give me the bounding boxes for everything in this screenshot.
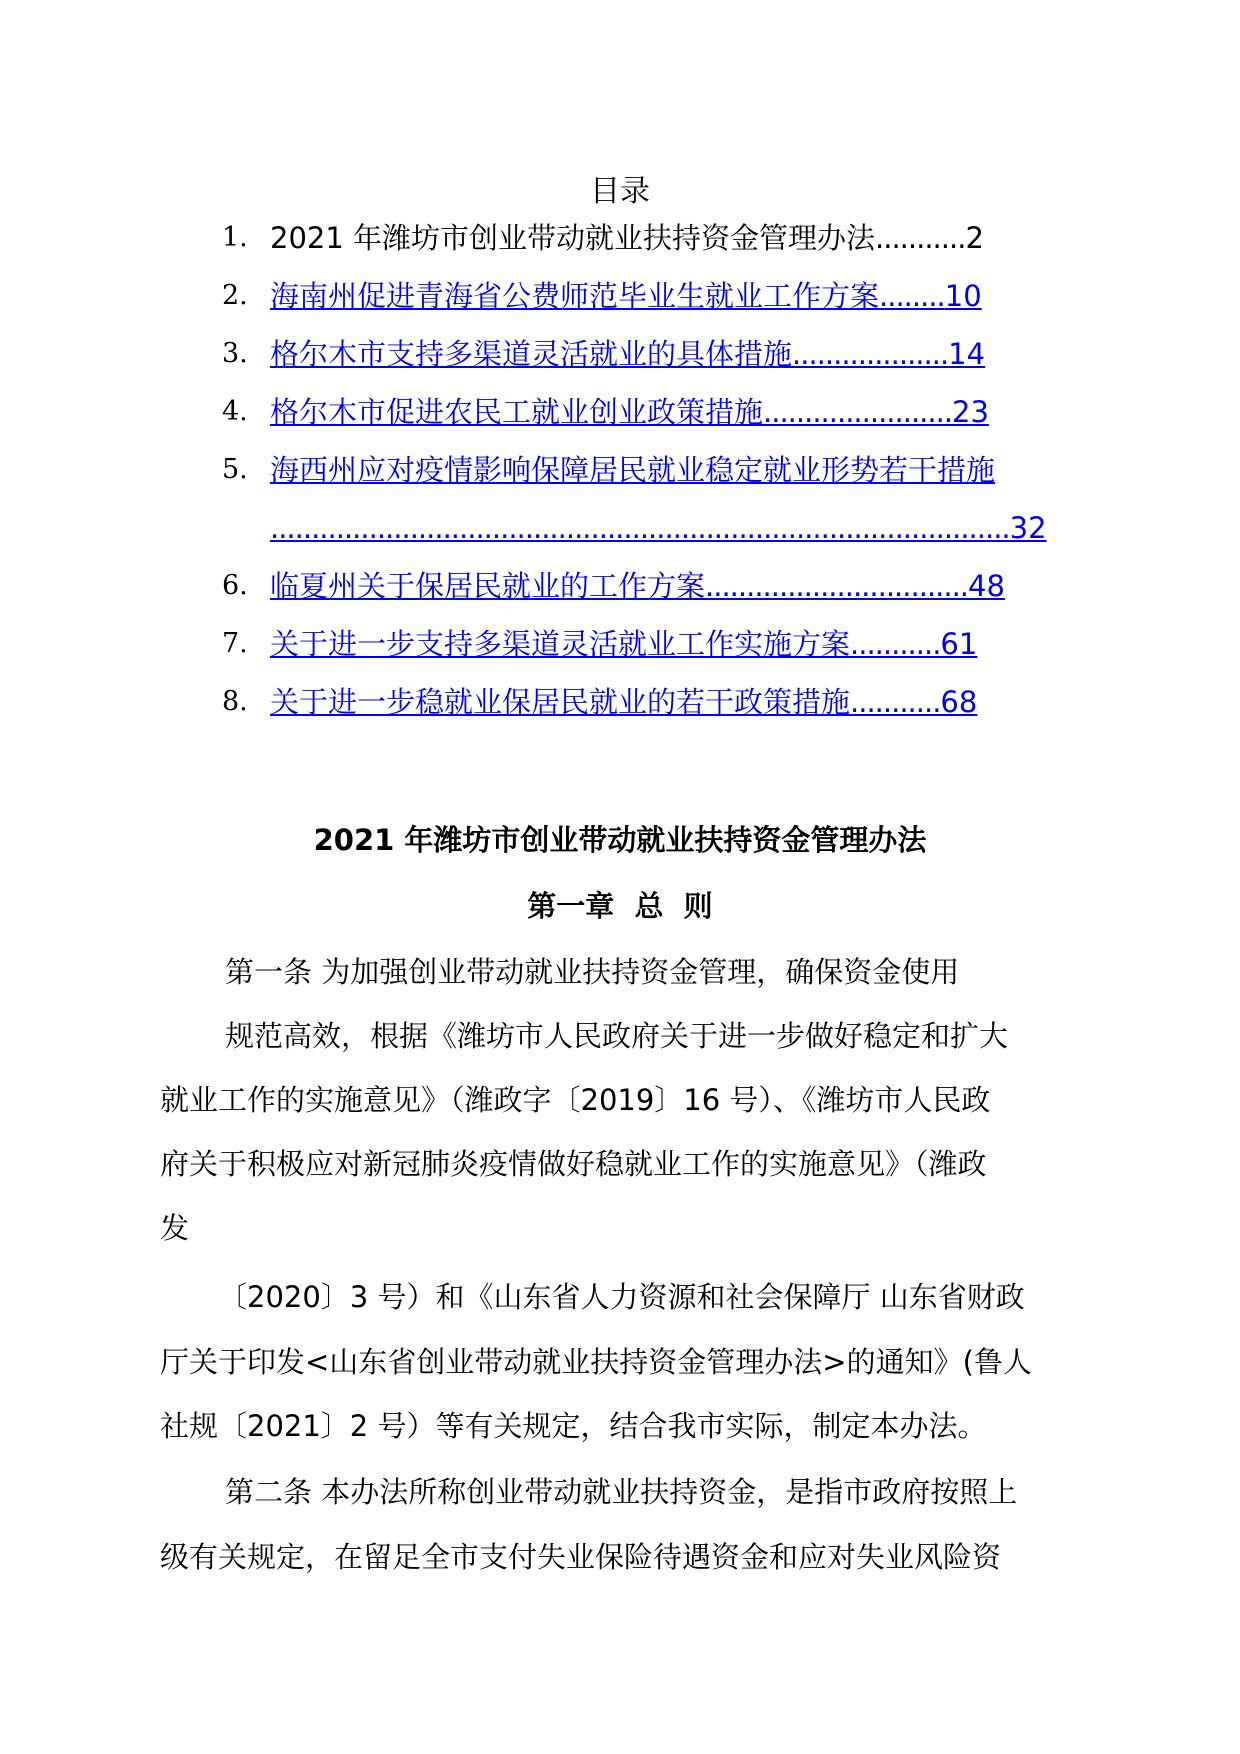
toc-item-6[interactable] xyxy=(0,560,1240,610)
toc-item-link[interactable]: 格尔木市促进农民工就业创业政策措施.......................23 xyxy=(270,395,989,429)
toc-item-link[interactable]: ..........................................................................................32 xyxy=(270,511,1047,545)
toc-item-link[interactable]: 临夏州关于保居民就业的工作方案................................48 xyxy=(270,569,1005,603)
body-line-9: 第二条 本办法所称创业带动就业扶持资金，是指市政府按照上 xyxy=(225,1475,1018,1509)
toc-item-link[interactable]: 格尔木市支持多渠道灵活就业的具体措施...................14 xyxy=(270,337,986,371)
toc-item-4[interactable] xyxy=(0,386,1240,436)
toc-item-number: 7. xyxy=(222,628,248,659)
body-line-10: 级有关规定，在留足全市支付失业保险待遇资金和应对失业风险资 xyxy=(160,1540,1002,1574)
toc-item-link[interactable]: 关于进一步稳就业保居民就业的若干政策措施...........68 xyxy=(270,685,978,719)
toc-item-5-continued[interactable] xyxy=(0,502,1240,552)
toc-item-number: 8. xyxy=(222,686,248,717)
body-line-6: 〔2020〕3 号）和《山东省人力资源和社会保障厅 山东省财政 xyxy=(218,1280,1025,1314)
toc-item-link[interactable]: 海西州应对疫情影响保障居民就业稳定就业形势若干措施 xyxy=(270,453,996,487)
body-line-8: 社规〔2021〕2 号）等有关规定，结合我市实际，制定本办法。 xyxy=(160,1409,987,1443)
body-line-1: 第一条 为加强创业带动就业扶持资金管理，确保资金使用 xyxy=(225,955,960,989)
toc-item-number: 3. xyxy=(222,338,248,369)
toc-item-number: 4. xyxy=(222,396,248,427)
body-line-3: 就业工作的实施意见》（潍政字〔2019〕16 号）、《潍坊市人民政 xyxy=(160,1083,991,1117)
toc-item-5[interactable] xyxy=(0,444,1240,494)
body-line-7: 厅关于印发<山东省创业带动就业扶持资金管理办法>的通知》(鲁人 xyxy=(160,1345,1032,1379)
toc-item-link[interactable]: 关于进一步支持多渠道灵活就业工作实施方案...........61 xyxy=(270,627,978,661)
body-line-4: 府关于积极应对新冠肺炎疫情做好稳就业工作的实施意见》（潍政 xyxy=(160,1147,987,1181)
toc-item-3[interactable] xyxy=(0,328,1240,378)
toc-item-1[interactable] xyxy=(0,212,1240,262)
body-line-2: 规范高效，根据《潍坊市人民政府关于进一步做好稳定和扩大 xyxy=(225,1019,1009,1053)
toc-item-7[interactable] xyxy=(0,618,1240,668)
body-line-5: 发 xyxy=(160,1211,190,1245)
document-title: 2021 年潍坊市创业带动就业扶持资金管理办法 xyxy=(313,823,927,857)
chapter-title: 第一章 总 则 xyxy=(527,889,713,923)
toc-item-number: 1. xyxy=(222,222,248,253)
toc-item-number: 6. xyxy=(222,570,248,601)
toc-item-2[interactable] xyxy=(0,270,1240,320)
toc-item-link[interactable]: 2021 年潍坊市创业带动就业扶持资金管理办法...........2 xyxy=(270,221,984,255)
toc-item-number: 5. xyxy=(222,454,248,485)
toc-item-link[interactable]: 海南州促进青海省公费师范毕业生就业工作方案........10 xyxy=(270,279,982,313)
toc-title: 目录 xyxy=(590,174,650,209)
toc-item-number: 2. xyxy=(222,280,248,311)
toc-item-8[interactable] xyxy=(0,676,1240,726)
